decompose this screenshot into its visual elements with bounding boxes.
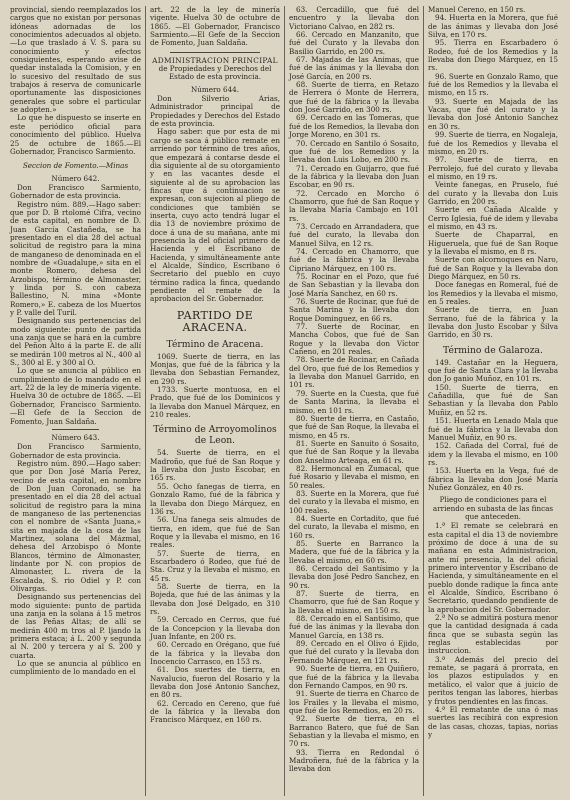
paragraph: 94. Huerta en la Morera, que fué de las ánimas y llevaba don José Silva, en 170 rs. <box>428 13 558 40</box>
paragraph: 92. Suerte de tierra, en el Barranco Batero, que fué de San Sebastian y la llevaba el mismo, en 70 rs. <box>289 714 419 749</box>
paragraph: Designando sus pertenencias del modo siguiente: punto de partida una zanja en la solana á 15 metros de las Peñas Altas; de allí se medirán 400 m tros al P. ljando la primera estaca; á L. 200 y segunda al N. 200 y tercera y al S. 200 y cuarta. <box>10 592 141 660</box>
paragraph: 2.ª No se admitirá postura menor que la cantidad designada á cada finca que se subasta según las reglas establecidas por instruccion. <box>428 613 558 656</box>
column-1 <box>6 6 145 796</box>
section-heading: Número 644. <box>190 84 240 94</box>
divider-rule <box>170 52 260 53</box>
paragraph: 74. Cercado en Chamorro, que fué de la fábrica y la llevaba Cipriano Márquez, en 100 rs. <box>289 246 419 273</box>
paragraph: Suerte con alcornoques en Naro, fué de San Roque y la llevaba don Diego Márquez, en 50 rs. <box>428 255 558 281</box>
paragraph: 4.ª El rematante de una ó mas suertes las recibirá con expresion de las casas, chozas, tapias, norias y <box>428 704 558 739</box>
paragraph: 90. Suerte de tierra, en Quiñero, que fué de la fábrica y la llevaba don Fernando Campos, en 90 rs. <box>289 664 419 690</box>
section-heading: Término de Arroyomolinos de Leon. <box>153 424 277 447</box>
paragraph: 1069. Suerte de tierra, en las Monjas, que fué de la fábrica y la llevaba don Sebastian Fernandez, en 290 rs. <box>150 351 280 386</box>
paragraph: 85. Suerte en Barranco la Madera, que fué de la fábrica y la llevaba el mismo, en 60 rs. <box>289 539 419 565</box>
paragraph: 89. Cercado en el Olivo ó Ejido, que fué del curato y la llevaba don Fernando Márquez, en 121 rs. <box>289 639 419 665</box>
section-heading: ADMINISTRACION PRINCIPAL <box>152 55 278 65</box>
paragraph: Designando sus pertenencias del modo siguiente: punto de partida una zanja que se hará en la cumbre del Peñon Alto á la parte E. de allí se medirán 100 metros al N., 400 al S., 300 al E. y 300 al O. <box>10 316 141 368</box>
paragraph: 93. Tierra en Redondal ó Madroñera, fué de la fábrica y la llevaba don <box>289 747 419 774</box>
paragraph: Registro núm. 890.—Hago saber: que por Don José María Perez, vecino de esta capital, en nombre de Don Juan Coronado, se ha presentado en el dia 28 del actual solicitud de registro para la mina de manganeso de las pertenencias con el nombre de «Santa Juana,» sita en majada de la cosa de las Martinez, solana del Mázmal, dehesa del Arzobispo ó Monte Blancos, término de Almonaster, lindante por N. con propios de Almonaster, L. rivera de la Escalada, S. rio Odiel y P. con Olivargas. <box>10 458 141 594</box>
paragraph: 83. Suerte en la Morera, que fué del curato y la llevaba el mismo, en 100 reales. <box>289 488 419 515</box>
paragraph: 1.ª El remate se celebrará en esta capital el dia 13 de noviembre próximo de doce á una de su mañana en esta Administracion, ante mí presencia, la del oficial primero interventor y Escribano de Hacienda, y simultáneamente en el pueblo donde radique la finca ante el Alcalde, Síndico, Escribano ó Secretario, quedando pendiente de la aprobacion del Sr. Gobernador. <box>428 521 558 614</box>
section-heading: PARTIDO DE ARACENA. <box>176 308 254 334</box>
paragraph: 151. Huerta en Lenado Mala que fué de la fábrica y la llevaba don Manuel Muñiz, en 90 rs. <box>428 416 558 442</box>
paragraph: 86. Cercado del Santísimo y la llevaba don José Pedro Sanchez, en 90 rs. <box>289 564 419 590</box>
paragraph: 153. Huerta en la Vega, fué de fábrica la llevaba don José María Nuñez González, en 40 rs. <box>428 466 558 492</box>
columns <box>6 6 564 796</box>
paragraph: 1733. Suerte montuosa, en el Prado, que fué de los Dominicos y la llevaba don Manuel Márquez, en 210 reales. <box>150 385 280 420</box>
paragraph: 59. Cercado en Cerros, que fué de la Concepcion y la llevaba don Juan Infante, en 200 rs. <box>150 615 280 641</box>
paragraph: provincial, siendo reemplazados los cargos que no existan por personas idóneas adornadas de los conocimientos adecuados al objeto.—Lo que traslado á V. S. para su conocimiento y efectos consiguientes, esperando avise de quedar instalada la Comision, y en lo sucesivo del resultado de sus trabajos á reserva de comunicarle oportunamente las disposiciones generales que sobre el particular se adopten.» <box>10 6 141 115</box>
paragraph: 73. Cercado en Arrandadera, que fué del curato, la llevaba don Manuel Silva, en 12 rs. <box>289 221 419 248</box>
paragraph: 76. Suerte de Rocinar, que fué de Santa Marina y la llevaba don Roque Dominguez, en 66 rs. <box>289 297 419 323</box>
paragraph: 57. Suerte de tierra, en Escarbadero ó Rodeo, que fué de Sta. Cruz y la llevaba el mismo, en 45 rs. <box>150 548 280 583</box>
paragraph: 60. Cercado en Orégano, que fué de la fábrica y la llevaba don Inocencio Carrasco, en 153 rs. <box>150 640 280 667</box>
paragraph: 61. Dos suertes de tierra, en Navalucio, fueron del Rosario y la llevaba don José Antonio Sanchez, en 80 rs. <box>150 665 280 700</box>
paragraph: 95. Tierra en Escarbadero ó Rodeo, fué de los Remedios y la llevaba don Diego Márquez, en 15 rs. <box>428 38 558 73</box>
paragraph: 55. Ocho fanegas de tierra, en Gonzalo Ramo, fué de la fábrica y la llevaba don Diego Márquez, en 136 rs. <box>150 481 280 516</box>
paragraph: Suerte de tierra, en Juan Serrano, fué de la fábrica y la llevaba don Justo Escobar y Silva Garrido, en 30 rs. <box>428 305 558 340</box>
paragraph: 62. Cercado en Cereno, que fué de la fábrica y la llevaba don Francisco Márquez, en 160 rs. <box>150 698 280 725</box>
paragraph: art. 22 de la ley de minería vigente. Huelva 30 de octubre de 1865. —El Gobernador, Francisco Sarmiento.—El Gefe de la Seccion de Fomento, Juan Saldaña. <box>150 6 280 48</box>
paragraph: 93. Suerte en Majada de las Vacas, que fué del curato y la llevaba don José Antonio Sanchez en 30 rs. <box>428 96 558 131</box>
paragraph: 75. Rocinar en el Pozo, que fué de San Sebastian y la llevaba don José María Sanchez, en 60 rs. <box>289 272 419 298</box>
paragraph: 96. Suerte en Gonzalo Ramo, que fué de los Remedios y la llevaba el mismo, en 15 rs. <box>428 71 558 98</box>
paragraph: 77. Suerte de Rocinar, en Mancha Cobos, que fué de San Roque y la llevaba don Víctor Cañeno, en 201 reales. <box>289 322 419 357</box>
section-heading: Término de Aracena. <box>166 338 264 350</box>
paragraph: Don Francisco Sarmiento, Gobernador de esta provincia. <box>10 442 141 460</box>
paragraph: Registro núm. 889.—Hago saber: que por D. B rtolomé Cifra, vecino de esta capital, en nombre de D. Juan García Castañeda, se ha presentado en el dia 28 del actual solicitud de registro para la mina de manganeso de denominada en el nombre de «Guadalupe,» sita en el monte Romero, dehesa del Arzobispo, término de Almonaster, y linda por S. con cabeza Ballestino, N. mina «Monte Romero,» E. cabeza de los Muertos y P. valle del Turil. <box>10 199 141 318</box>
paragraph: 54. Suerte de tierra, en el Madroño, que fué de San Roque y la llevaba don Justo Escobar, en 165 rs. <box>150 448 280 483</box>
paragraph: 67. Majadas de las Animas, que fué de las ánimas y la llevaba don José García, en 200 rs. <box>289 55 419 81</box>
paragraph: 97. Suerte de tierra, en Perrolejo, fué del curato y llevaba el mismo, en 19 rs. <box>428 155 558 181</box>
paragraph: Don Silverio Arias, Administrador principal de Propiedades y Derechos del Estado de esta provincia. <box>150 94 280 129</box>
section-heading: Número 642. <box>51 173 100 183</box>
paragraph: Suerte en Cañada Alcalde y Cerro Iglesia, fué de idem y llevaba el mismo, en 43 rs. <box>428 205 558 231</box>
paragraph: Hago saber: que por esta de mi cargo se saca á público remate en arriendo por término de tres años, que empezará á contarse desde el dia siguiente al de su otorgamiento y en las vacantes desde el siguiente al de su aprobacion las fincas que á continuacion se expresan, con sujecion al pliego de condiciones que también se inserta, cuyo acto tendrá lugar el dia 13 de noviembre próximo de doce á una de su mañana, ante mi presencia la del oficial primero de Hacienda y el Escribano de Hacienda, y simultáneamente ante el Alcalde, Síndico, Escribano ó Secretario del pueblo en cuyo término radica la finca, quedando pendiente el remate de la aprobacion del Sr. Gobernador. <box>150 127 280 304</box>
divider-rule <box>52 429 99 430</box>
paragraph: Suerte de Chaparral, en Higueruela, que fué de San Roque y la llevaba el mismo, en 8 rs. <box>428 230 558 256</box>
paragraph: 72. Cercado en Morcho ó Chamorro, que fué de San Roque y la llevaba María Cambajo en 101 rs. <box>289 188 419 223</box>
paragraph: 79. Suerte en la Cuesta, que fué de Santa Marina, la llevaba el mismo, en 101 rs. <box>289 388 419 415</box>
column-2 <box>145 6 284 796</box>
section-heading: Término de Galaroza. <box>443 344 543 356</box>
paragraph: 91. Suerte de tierra en Charco de los Frailes y la llevaba el mismo, que fué de los Remedios, en 20 rs. <box>289 689 419 715</box>
paragraph: 149. Castañar en la Heguera, que fué de Santa Clara y la llevaba don Jo ganio Muñoz, en 101 rs. <box>428 357 558 384</box>
paragraph: 66. Cercado en Manzanito, que fué del Curato y la llevaba don Basilio Garrido, en 200 rs. <box>289 30 419 56</box>
paragraph: 3.ª Además del precio del remate, se pagará á prorrata, en los plazos estipulados y en metálico, el valor que á juicio de peritos tengan las labores, hierbas y frutos pendientes en las fincas. <box>428 654 558 706</box>
paragraph: Veinte fanegas, en Pruselo, fué del curato y la llevaba don Luis Garrido, en 200 rs. <box>428 180 558 206</box>
column-4 <box>423 6 562 796</box>
paragraph: Don Francisco Sarmiento, Gobernador de esta provincia. <box>10 182 141 201</box>
paragraph: Manuel Cereno, en 150 rs. <box>428 6 526 14</box>
paragraph: 78. Suerte de Rocinar, en Cañada del Oro, que fué de los Remedios y la llevaba don Manuel Garrido, en 101 rs. <box>289 355 419 390</box>
paragraph: 152. Cañada del Corral, fué de idem y la llevaba el mismo, en 100 rs. <box>428 441 558 467</box>
paragraph: 71. Cercado en Guijarro, que fué de la fábrica y la llevaba don Juan Escobar, en 90 rs. <box>289 163 419 190</box>
paragraph: 63. Cercadillo, que fué del encuentro y la llevaba don Victoriano Calvao, en 282 rs. <box>289 6 419 31</box>
paragraph: 56. Una fanega seis almudes de tierra, en idem, que fué de San Roque y la llevaba el mismo, en 16 reales. <box>150 515 280 550</box>
paragraph: Lo que se anuncia al público en cumplimiento de lo mandado en el <box>10 659 141 677</box>
paragraph: 58. Suerte de tierra, en la Bojeda, que fué de las ánimas y la llevaba don José Delgado, en 310 rs. <box>150 581 280 616</box>
paragraph: 68. Suerte de tierra, en Retazo de Herrera ó Monte de Herrera, que fué de la fábrica y la llevaba don José Garrido, en 300 rs. <box>289 80 419 115</box>
paragraph: 81. Suerte en Sanuito ó Sosaito, que fué de San Roque y la llevaba don Anselmo Arteaga, en 61 rs. <box>289 438 419 465</box>
paragraph: Lo que se anuncia al público en cumplimiento de lo mandado en el art. 22 de la ley de minería vigente. Huelva 30 de octubre de 1865. —El Gobernador, Francisco Sarmiento.—El Gefe de la Seccion de Fomento, Juan Saldaña. <box>10 366 141 426</box>
paragraph: Lo que he dispuesto se inserte en este periódico oficial para conocimiento del público. Huelva 25 de octubre de 1865.—El Gobernador, Francisco Sarmiento. <box>10 113 141 156</box>
paragraph: 80. Suerte de tierra, en Castaño, que fué de San Roque, la llevaba el mismo, en 45 rs. <box>289 413 419 440</box>
column-3 <box>284 6 423 796</box>
section-heading: Número 643. <box>51 432 100 442</box>
paragraph: 84. Suerte en Cortadito, que fué del curato, la llevaba el mismo, en 160 rs. <box>289 513 419 540</box>
paragraph: 87. Suerte de tierra, en Chamorro, que fué de San Roque y la llevaba el mismo, en 150 rs. <box>289 589 419 615</box>
paragraph: 99. Suerte de tierra, en Nogaleja, fué de los Remedios y llevaba el mismo, en 20 rs. <box>428 130 558 156</box>
section-heading: Pliego de condiciones para el arriendo en subasta de las fincas que anteceden. <box>432 495 554 521</box>
paragraph: 82. Hermoncal en Zumacal, que fué Rosario y llevaba el mismo, en 50 reales. <box>289 463 419 490</box>
paragraph: 150. Suerte de tierra, en Cañadilla, que fué de San Sebastian y la llevaba don Pablo Muñiz, en 52 rs. <box>428 382 558 417</box>
paragraph: 88. Cercado en el Santísimo, que fué de las ánimas y la llevaba don Manuel García, en 138 rs. <box>289 614 419 640</box>
paragraph: Doce fanegas en Romeral, fué de los Remedios y la llevaba el mismo, en 5 reales. <box>428 280 558 307</box>
paragraph: 70. Cercado en Santilo ó Sosaito, que fué de los Remedios y la llevaba don Luis Lobo, en 200 rs. <box>289 138 419 165</box>
section-heading: de Propiedades y Derechos del Estado de esta provincia. <box>158 64 272 82</box>
paragraph: 69. Cercado en las Tomeras, que fué de los Remedios, la llevaba don Jorge Moreno, en 301 rs. <box>289 113 419 140</box>
section-heading: Seccion de Fomento.—Minas <box>22 161 129 171</box>
